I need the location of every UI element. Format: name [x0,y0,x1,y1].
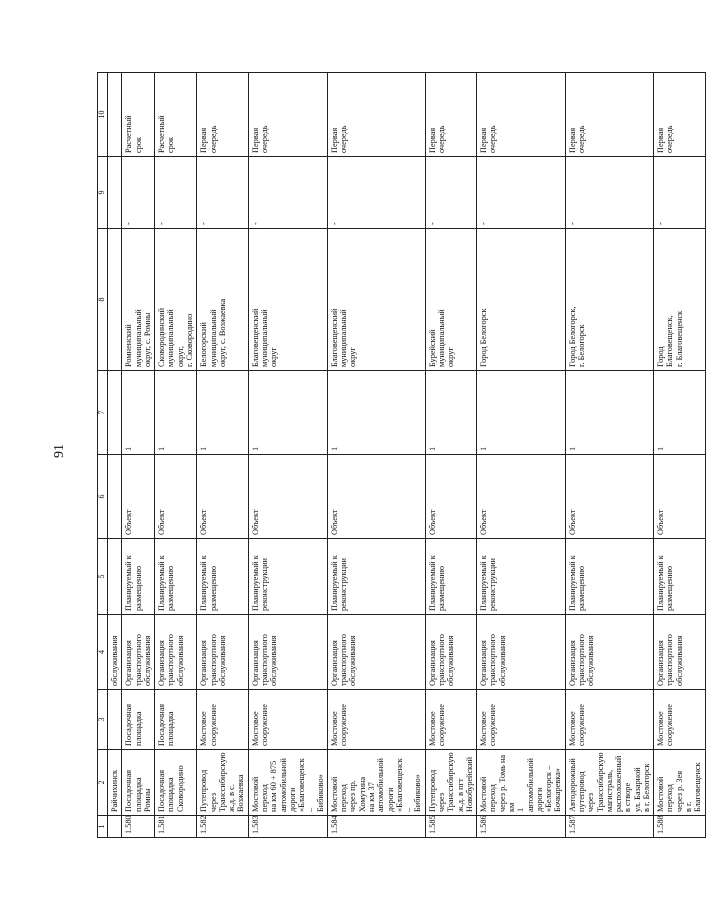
table-row [425,73,476,838]
page-number: 91 [52,444,67,458]
table-cell: - [155,157,197,229]
table-cell: Путепровод через Транссибирскую ж.д. в пгт Новобурейский [425,750,476,816]
table-cell: Белогорский муниципальный округ, с. Возжаевка [197,229,248,371]
column-header: 3 [98,690,108,750]
table-cell: Организация транспортного обслуживания [477,615,566,690]
table-cell: Расчетный срок [155,73,197,157]
table-cell: Автодорожный путепровод через Транссибирскую магистраль, расположенный в створе ул. Базарной в г. Белогорск [565,750,654,816]
table-cell: Город Белогорск [477,229,566,371]
table-cell: - [122,157,155,229]
table-cell: Мостовой переход через пр. Хомутина на км 37 автомобильной дороги «Благовещенск – Бибиково» [327,750,425,816]
table-cell: 1 [197,371,248,455]
table-cell: - [425,157,476,229]
table-cell: Объект [425,455,476,539]
table-cell: Планируемый к размещению [565,539,654,615]
table-row [197,73,248,838]
rotated-table-container [97,73,703,838]
table-cell: Первая очередь [197,73,248,157]
table-cell: Объект [327,455,425,539]
table-cell: 1.582 [197,816,248,838]
table-cell: Первая очередь [654,73,705,157]
table-cell: 1.586 [477,816,566,838]
table-cell: Мостовой переход через р. Томь на км 1 автомобильной дороги «Белогорск – Бочкаревка» [477,750,566,816]
table-cell: Город Благовещенск, г. Благовещенск [654,229,705,371]
column-header: 7 [98,371,108,455]
table-cell: Мостовое сооружение [425,690,476,750]
table-cell: Посадочная площадка [122,690,155,750]
table-row [477,73,566,838]
table-cell: Планируемый к размещению [654,539,705,615]
table-cell: Бурейский муниципальный округ [425,229,476,371]
table-row [122,73,155,838]
column-header: 10 [98,73,108,157]
table-cell: Город Белогорск, г. Белогорск [565,229,654,371]
table-cell: 1 [425,371,476,455]
table-cell: Первая очередь [425,73,476,157]
table-row [155,73,197,838]
table-cell: 1 [122,371,155,455]
table-cell: Объект [248,455,327,539]
table-cell [108,539,122,615]
table-cell: Организация транспортного обслуживания [155,615,197,690]
table-cell [108,690,122,750]
table-cell: Планируемый к реконструкции [327,539,425,615]
table-cell: Организация транспортного обслуживания [654,615,705,690]
table-cell: Организация транспортного обслуживания [197,615,248,690]
table-cell: Расчетный срок [122,73,155,157]
table-cell: Планируемый к размещению [425,539,476,615]
table-cell: Мостовое сооружение [477,690,566,750]
column-header: 8 [98,229,108,371]
table-cell [108,73,122,157]
table-cell: Первая очередь [327,73,425,157]
table-cell: Планируемый к размещению [197,539,248,615]
table-cell: Объект [477,455,566,539]
table-cell: 1.588 [654,816,705,838]
table-cell: 1.585 [425,816,476,838]
table-cell: Мостовой переход на км 60 + 875 автомобильной дороги «Благовещенск – Бибиково» [248,750,327,816]
table-cell: - [565,157,654,229]
table-cell: Объект [654,455,705,539]
table-cell: Планируемый к размещению [155,539,197,615]
column-header: 6 [98,455,108,539]
table-cell: 1.583 [248,816,327,838]
table-row [327,73,425,838]
table-cell: 1 [327,371,425,455]
table-cell: Мостовое сооружение [654,690,705,750]
column-header: 4 [98,615,108,690]
table-cell: Первая очередь [248,73,327,157]
table-cell: Объект [122,455,155,539]
table-cell: - [654,157,705,229]
column-header: 1 [98,816,108,838]
table-cell: Мостовое сооружение [565,690,654,750]
table-cell: Объект [565,455,654,539]
table-cell: - [477,157,566,229]
objects-table [97,72,706,838]
table-row [565,73,654,838]
table-cell: 1 [155,371,197,455]
table-cell: Первая очередь [477,73,566,157]
table-cell [108,371,122,455]
table-cell [108,816,122,838]
table-cell: Путепровод через Транссибирскую ж.д. в с. Возжаевка [197,750,248,816]
column-header: 5 [98,539,108,615]
table-cell: Посадочная площадка Ромны [122,750,155,816]
table-cell: Сковородинский муниципальный округ, г. Сковородино [155,229,197,371]
table-cell: Посадочная площадка Сковородино [155,750,197,816]
table-cell: - [197,157,248,229]
column-number-row [98,73,108,838]
table-cell: Мостовое сооружение [197,690,248,750]
table-cell: Благовещенский муниципальный округ [327,229,425,371]
table-cell [108,229,122,371]
table-cell: Организация транспортного обслуживания [122,615,155,690]
column-header: 2 [98,750,108,816]
table-cell: Организация транспортного обслуживания [327,615,425,690]
column-header: 9 [98,157,108,229]
table-cell: Благовещенский муниципальный округ [248,229,327,371]
table-cell [108,157,122,229]
table-cell: - [327,157,425,229]
table-cell: Посадочная площадка [155,690,197,750]
table-cell: 1.581 [155,816,197,838]
table-cell: Объект [155,455,197,539]
table-cell: обслуживания [108,615,122,690]
table-cell: 1 [654,371,705,455]
table-cell: 1 [565,371,654,455]
table-cell: Мостовое сооружение [327,690,425,750]
table-row [248,73,327,838]
table-cell: Объект [197,455,248,539]
table-cell: - [248,157,327,229]
table-cell: Организация транспортного обслуживания [248,615,327,690]
table-cell: Организация транспортного обслуживания [425,615,476,690]
table-cell: Первая очередь [565,73,654,157]
table-cell: 1.587 [565,816,654,838]
table-cell: Планируемый к размещению [122,539,155,615]
table-cell: Райчихинск [108,750,122,816]
table-cell: 1.584 [327,816,425,838]
table-cell: Организация транспортного обслуживания [565,615,654,690]
table-cell: Мостовое сооружение [248,690,327,750]
table-cell: 1.580 [122,816,155,838]
table-cell: Мостовой переход через р. Зея в г. Благовещенск [654,750,705,816]
table-cell [108,455,122,539]
table-cell: 1 [248,371,327,455]
table-cell: Ромненский муниципальный округ, с. Ромны [122,229,155,371]
table-row [654,73,705,838]
table-cell: Планируемый к реконструкции [248,539,327,615]
table-cell: 1 [477,371,566,455]
continuation-row [108,73,122,838]
table-cell: Планируемый к реконструкции [477,539,566,615]
